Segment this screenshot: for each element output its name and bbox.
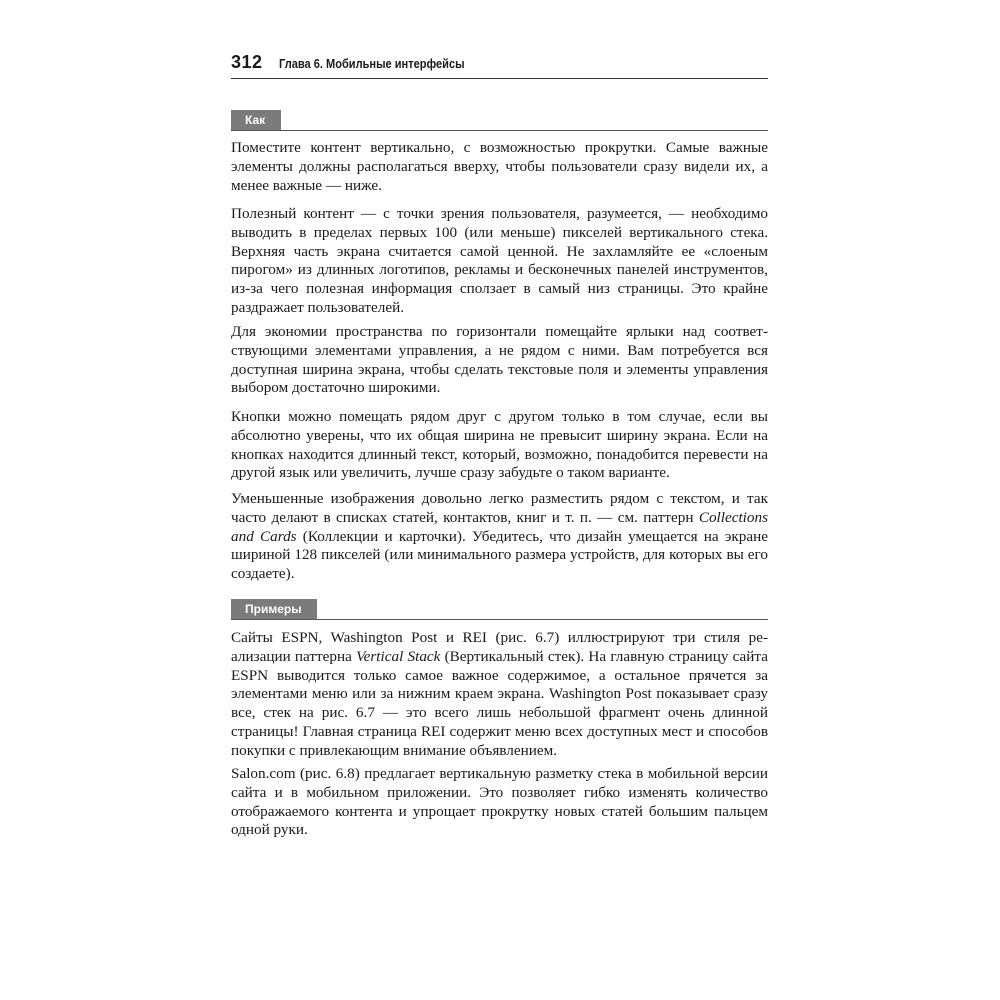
section-heading-how (231, 110, 768, 131)
pattern-name: Vertical Stack (356, 647, 441, 665)
paragraph: Кнопки можно помещать рядом друг с другом только в том случае, если вы абсолютно уверены, что их общая ширина не превысит ширину экрана. Если на кнопках находится длинный текст, который, возможно, понадобится перевести на другой язык или увеличить, лучше сразу забудьте о таком варианте. (231, 408, 768, 482)
section-heading-examples (231, 599, 768, 620)
section-label-how: Как (231, 110, 281, 130)
paragraph (231, 490, 768, 584)
paragraph: Поместите контент вертикально, с возможностью прокрутки. Самые важные элементы должны располагаться вверху, чтобы пользователи сразу видели их, а менее важные — ниже. (231, 139, 768, 194)
pattern-name: Collections and Cards (231, 508, 768, 545)
paragraph-text: Сайты ESPN, Washington Post и REI (рис. 6.7) иллюстрируют три стиля реализации паттерна (231, 629, 768, 665)
paragraph: Для экономии пространства по горизонтали помещайте ярлыки над соответствующими элементами управления, а не рядом с ними. Вам потребуется вся доступная ширина экрана, чтобы сделать текстовые поля и элементы управления выбором достаточно широкими. (231, 323, 768, 397)
paragraph (231, 629, 768, 761)
section-label-examples: Примеры (231, 599, 317, 619)
paragraph-text: (Коллекции и карточки). Убедитесь, что дизайн умещается на экране шириной 128 пикселей (или минимального размера устройств, для которых вы его создаете). (231, 527, 768, 583)
paragraph: Полезный контент — с точки зрения пользователя, разумеется, — необходимо выводить в пределах первых 100 (или меньше) пикселей вертикального стека. Верхняя часть экрана считается самой ценной. Не захламляйте ее «слоеным пирогом» из длинных логотипов, рекламы и бесконечных панелей инструментов, из-за чего полезная информация сползает в самый низ страницы. Это крайне раздражает пользователей. (231, 205, 768, 316)
chapter-title: Глава 6. Мобильные интерфейсы (278, 56, 465, 71)
page-number: 312 (231, 52, 263, 72)
book-page (231, 0, 768, 1000)
paragraph: Salon.com (рис. 6.8) предлагает вертикальную разметку стека в мобильной версии сайта и в мобильном приложении. Это позволяет гибко изменять количество отображаемого контента и упрощает прокрутку новых статей большим пальцем одной руки. (231, 765, 768, 839)
running-header (231, 52, 768, 79)
paragraph-text: Уменьшенные изображения довольно легко разместить рядом с текстом, и так часто делают в списках статей, контактов, книг и т. п. — см. паттерн (231, 490, 768, 526)
paragraph-text: (Вертикальный стек). На главную страницу сайта ESPN выводится только самое важное содержимое, а остальное прячется за элементами меню или за нижним краем экрана. Washington Post показывает сразу все, стек на рис. 6.7 — это всего лишь небольшой фрагмент очень длинной страницы! Главная страница REI содержит меню всех доступных мест и способов покупки с привлекающим внимание объявлением. (231, 647, 768, 759)
